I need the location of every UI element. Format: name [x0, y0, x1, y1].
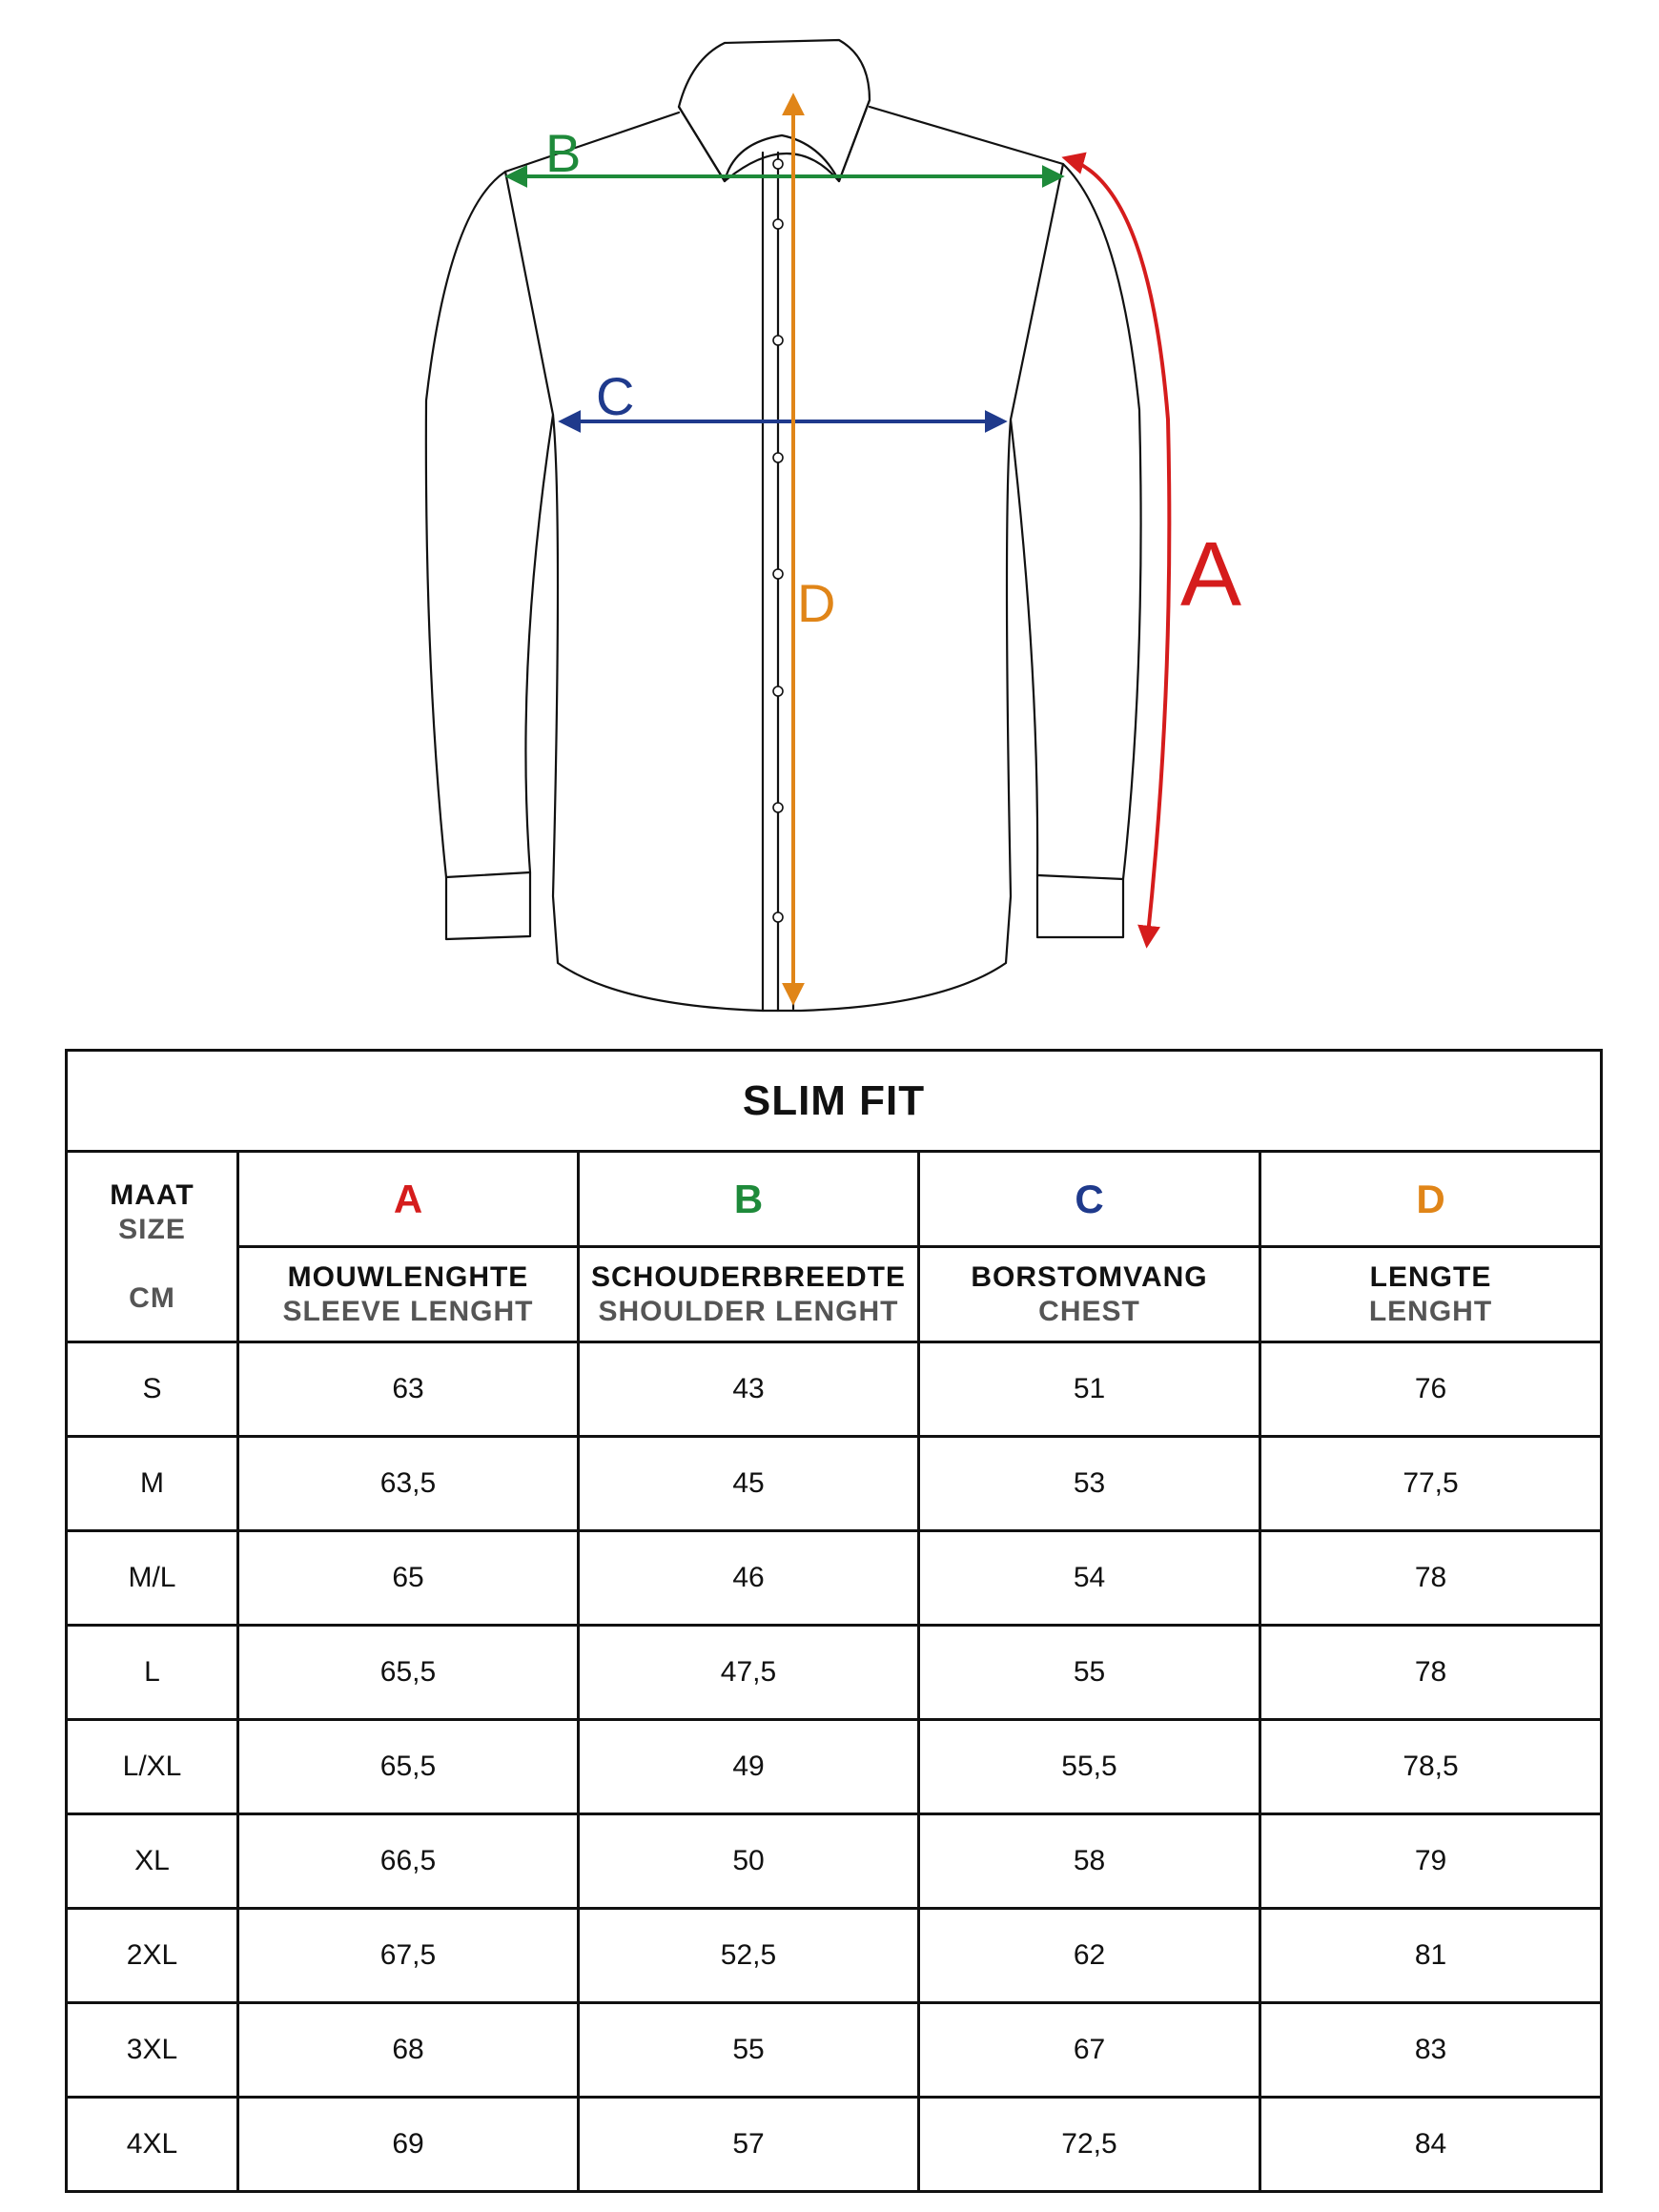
value-cell: 45 — [579, 1437, 919, 1531]
value-cell: 67 — [919, 2003, 1260, 2098]
value-cell: 77,5 — [1260, 1437, 1602, 1531]
value-cell: 78 — [1260, 1531, 1602, 1626]
value-cell: 65,5 — [238, 1626, 579, 1720]
column-name-nl: MOUWLENGHTE — [287, 1260, 529, 1293]
shirt-illustration — [0, 0, 1659, 1039]
right-sleeve — [1011, 164, 1141, 937]
size-table — [65, 1049, 1603, 2193]
shirt-body-right — [778, 107, 1063, 1011]
column-name-nl: LENGTE — [1369, 1260, 1492, 1293]
value-cell: 53 — [919, 1437, 1260, 1531]
label-b: B — [545, 123, 582, 183]
column-name-en: LENGHT — [1368, 1295, 1493, 1327]
corner-header — [67, 1152, 238, 1342]
label-c: C — [596, 366, 635, 426]
value-cell: 68 — [238, 2003, 579, 2098]
value-cell: 66,5 — [238, 1814, 579, 1909]
value-cell: 79 — [1260, 1814, 1602, 1909]
size-cell: 4XL — [67, 2098, 238, 2192]
table-row — [67, 1909, 1602, 2003]
value-cell: 54 — [919, 1531, 1260, 1626]
size-cell: L/XL — [67, 1720, 238, 1814]
value-cell: 51 — [919, 1342, 1260, 1437]
corner-maat: MAAT — [110, 1178, 195, 1211]
column-letter-a: A — [238, 1152, 579, 1247]
table-row — [67, 1720, 1602, 1814]
value-cell: 83 — [1260, 2003, 1602, 2098]
corner-size: SIZE — [118, 1213, 186, 1245]
value-cell: 52,5 — [579, 1909, 919, 2003]
table-row — [67, 1342, 1602, 1437]
value-cell: 63 — [238, 1342, 579, 1437]
size-table-body — [67, 1342, 1602, 2192]
value-cell: 62 — [919, 1909, 1260, 2003]
table-row — [67, 1814, 1602, 1909]
left-sleeve — [426, 172, 553, 939]
column-name-nl: SCHOUDERBREEDTE — [590, 1260, 907, 1293]
value-cell: 69 — [238, 2098, 579, 2192]
value-cell: 81 — [1260, 1909, 1602, 2003]
shirt-diagram — [0, 0, 1659, 1039]
corner-unit: CM — [129, 1281, 175, 1314]
size-cell: 3XL — [67, 2003, 238, 2098]
table-row — [67, 1626, 1602, 1720]
column-name-en: CHEST — [1038, 1295, 1140, 1327]
shirt-body-left — [505, 113, 778, 1011]
column-letter-d: D — [1260, 1152, 1602, 1247]
value-cell: 78,5 — [1260, 1720, 1602, 1814]
column-name-en: SHOULDER LENGHT — [598, 1295, 899, 1327]
column-name-nl: BORSTOMVANG — [971, 1260, 1208, 1293]
size-cell: 2XL — [67, 1909, 238, 2003]
column-letter-b: B — [579, 1152, 919, 1247]
value-cell: 76 — [1260, 1342, 1602, 1437]
value-cell: 43 — [579, 1342, 919, 1437]
column-name-b — [579, 1247, 919, 1342]
value-cell: 65,5 — [238, 1720, 579, 1814]
value-cell: 65 — [238, 1531, 579, 1626]
column-name-d — [1260, 1247, 1602, 1342]
table-row — [67, 1437, 1602, 1531]
table-row — [67, 2098, 1602, 2192]
column-name-a — [238, 1247, 579, 1342]
column-name-en: SLEEVE LENGHT — [282, 1295, 534, 1327]
value-cell: 46 — [579, 1531, 919, 1626]
value-cell: 63,5 — [238, 1437, 579, 1531]
size-cell: XL — [67, 1814, 238, 1909]
value-cell: 55,5 — [919, 1720, 1260, 1814]
size-cell: S — [67, 1342, 238, 1437]
value-cell: 50 — [579, 1814, 919, 1909]
value-cell: 58 — [919, 1814, 1260, 1909]
value-cell: 72,5 — [919, 2098, 1260, 2192]
table-title: SLIM FIT — [67, 1051, 1602, 1152]
size-cell: M/L — [67, 1531, 238, 1626]
shirt-outline — [426, 40, 1141, 1011]
label-d: D — [797, 573, 836, 633]
size-cell: L — [67, 1626, 238, 1720]
table-row — [67, 1531, 1602, 1626]
size-cell: M — [67, 1437, 238, 1531]
column-letter-c: C — [919, 1152, 1260, 1247]
label-a: A — [1180, 523, 1242, 625]
table-row — [67, 2003, 1602, 2098]
column-name-c — [919, 1247, 1260, 1342]
value-cell: 47,5 — [579, 1626, 919, 1720]
value-cell: 78 — [1260, 1626, 1602, 1720]
value-cell: 57 — [579, 2098, 919, 2192]
value-cell: 49 — [579, 1720, 919, 1814]
value-cell: 84 — [1260, 2098, 1602, 2192]
value-cell: 55 — [579, 2003, 919, 2098]
value-cell: 67,5 — [238, 1909, 579, 2003]
value-cell: 55 — [919, 1626, 1260, 1720]
